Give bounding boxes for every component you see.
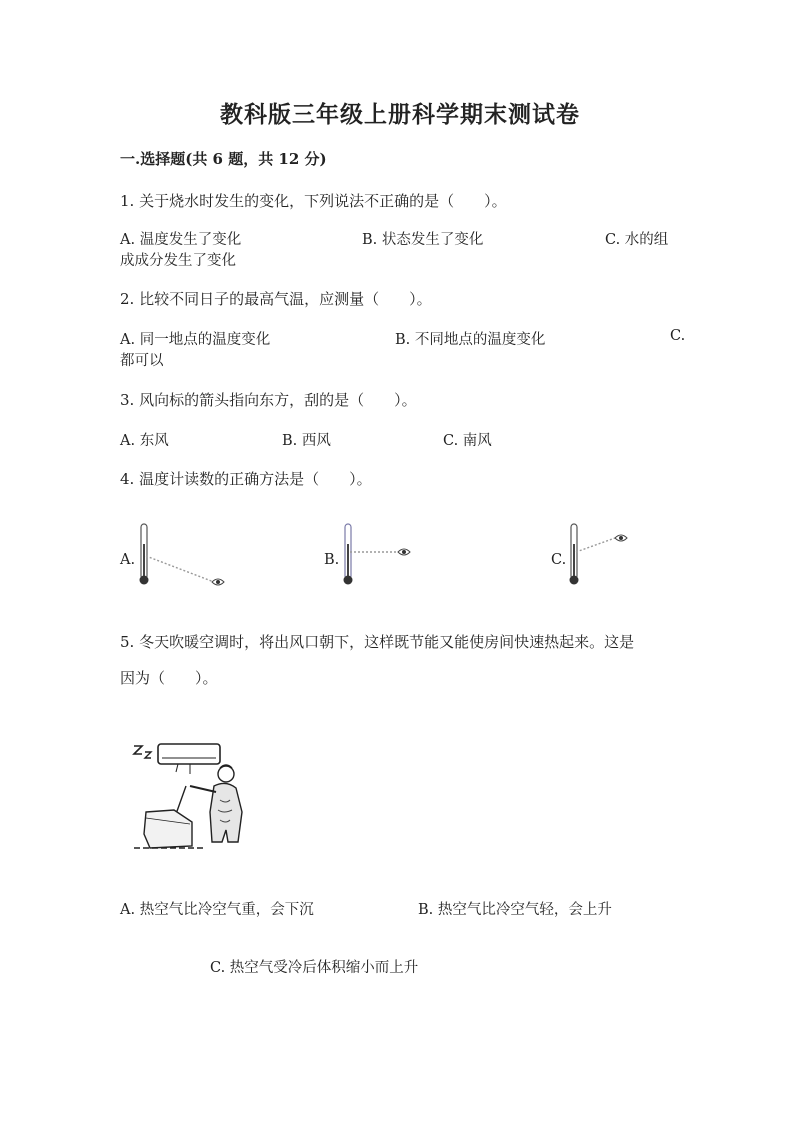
- question-2-option-c: C.: [670, 328, 686, 344]
- question-1-option-a: A. 温度发生了变化: [120, 232, 242, 248]
- question-3-option-a: A. 东风: [120, 433, 169, 449]
- question-4-option-c-label: C.: [551, 552, 567, 568]
- air-conditioner-illustration: [128, 738, 248, 856]
- question-2-option-a: A. 同一地点的温度变化: [120, 332, 271, 348]
- question-5-option-b: B. 热空气比冷空气轻，会上升: [418, 902, 612, 918]
- question-2-stem: 2. 比较不同日子的最高气温，应测量（ ）。: [120, 290, 432, 308]
- question-1-option-c: C. 水的组: [605, 232, 669, 248]
- thermometer-reading-diagram-b: [336, 520, 446, 590]
- page-title: 教科版三年级上册科学期末测试卷: [220, 101, 580, 128]
- question-4-option-a-label: A.: [120, 552, 136, 568]
- question-3-stem: 3. 风向标的箭头指向东方，刮的是（ ）。: [120, 391, 417, 409]
- question-1-option-c-cont: 成成分发生了变化: [120, 253, 236, 269]
- question-4-option-b-label: B.: [324, 552, 340, 568]
- section-heading: 一.选择题(共 6 题，共 12 分): [120, 150, 327, 168]
- question-5-option-a: A. 热空气比冷空气重，会下沉: [120, 902, 314, 918]
- thermometer-reading-diagram-c: [563, 520, 673, 590]
- question-5-option-c: C. 热空气受冷后体积缩小而上升: [210, 960, 419, 976]
- thermometer-reading-diagram-a: [132, 520, 242, 590]
- question-3-option-c: C. 南风: [443, 433, 492, 449]
- question-4-stem: 4. 温度计读数的正确方法是（ ）。: [120, 470, 372, 488]
- question-3-option-b: B. 西风: [282, 433, 331, 449]
- question-1-stem: 1. 关于烧水时发生的变化，下列说法不正确的是（ ）。: [120, 192, 507, 210]
- question-2-option-c-cont: 都可以: [120, 353, 164, 369]
- question-2-option-b: B. 不同地点的温度变化: [395, 332, 546, 348]
- question-5-stem-line-2: 因为（ ）。: [120, 669, 218, 687]
- question-1-option-b: B. 状态发生了变化: [362, 232, 484, 248]
- question-5-stem-line-1: 5. 冬天吹暖空调时，将出风口朝下，这样既节能又能使房间快速热起来。这是: [120, 633, 635, 651]
